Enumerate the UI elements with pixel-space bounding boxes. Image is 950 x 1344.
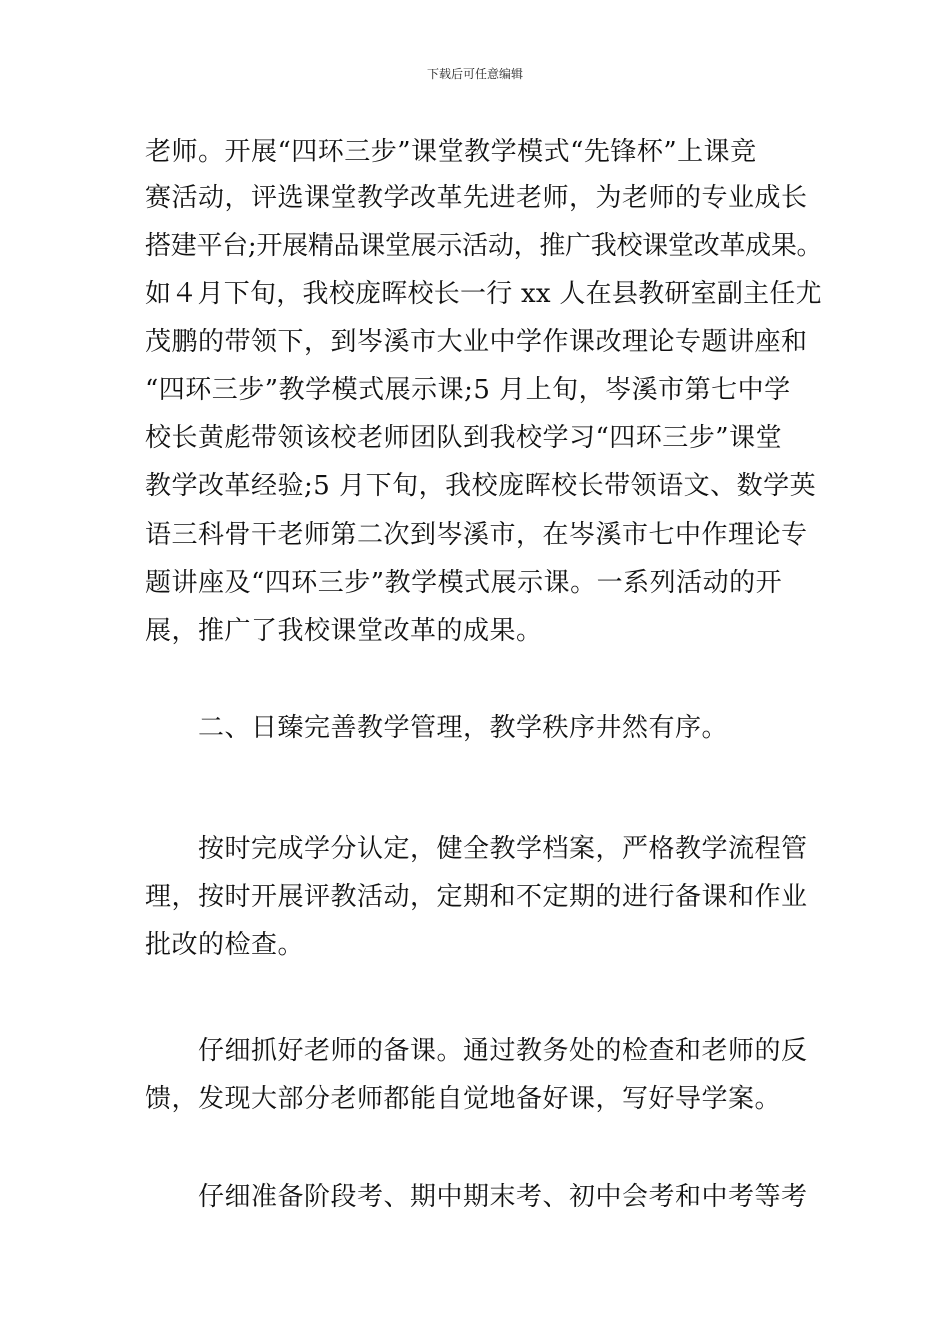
section-heading: 二、日臻完善教学管理，教学秩序井然有序。 xyxy=(198,713,729,743)
text-line: 赛活动，评选课堂教学改革先进老师，为老师的专业成长 xyxy=(145,183,808,213)
text-line: 题讲座及“四环三步”教学模式展示课。一系列活动的开 xyxy=(145,568,783,598)
text-line: 教学改革经验;5 月下旬，我校庞晖校长带领语文、数学英 xyxy=(145,471,817,501)
text-line: 仔细抓好老师的备课。通过教务处的检查和老师的反 xyxy=(198,1036,808,1066)
text-line: 校长黄彪带领该校老师团队到我校学习“四环三步”课堂 xyxy=(145,423,783,453)
text-line: “四环三步”教学模式展示课;5 月上旬，岑溪市第七中学 xyxy=(145,375,791,405)
text-line: 理，按时开展评教活动，定期和不定期的进行备课和作业 xyxy=(145,882,808,912)
page-header: 下载后可任意编辑 xyxy=(426,67,523,81)
text-line: 老师。开展“四环三步”课堂教学模式“先锋杯”上课竞 xyxy=(145,137,757,167)
text-line: 语三科骨干老师第二次到岑溪市，在岑溪市七中作理论专 xyxy=(145,520,808,550)
text-line: 馈，发现大部分老师都能自觉地备好课，写好导学案。 xyxy=(145,1084,782,1114)
text-line: 搭建平台;开展精品课堂展示活动，推广我校课堂改革成果。 xyxy=(145,231,823,261)
text-line: 按时完成学分认定，健全教学档案，严格教学流程管 xyxy=(198,834,808,864)
text-line: 批改的检查。 xyxy=(145,930,305,960)
text-line: 如４月下旬，我校庞晖校长一行 xx 人在县教研室副主任尤 xyxy=(145,279,822,309)
text-line: 仔细准备阶段考、期中期末考、初中会考和中考等考 xyxy=(198,1182,808,1212)
text-line: 茂鹏的带领下，到岑溪市大业中学作课改理论专题讲座和 xyxy=(145,327,808,357)
text-line: 展，推广了我校课堂改革的成果。 xyxy=(145,616,543,646)
